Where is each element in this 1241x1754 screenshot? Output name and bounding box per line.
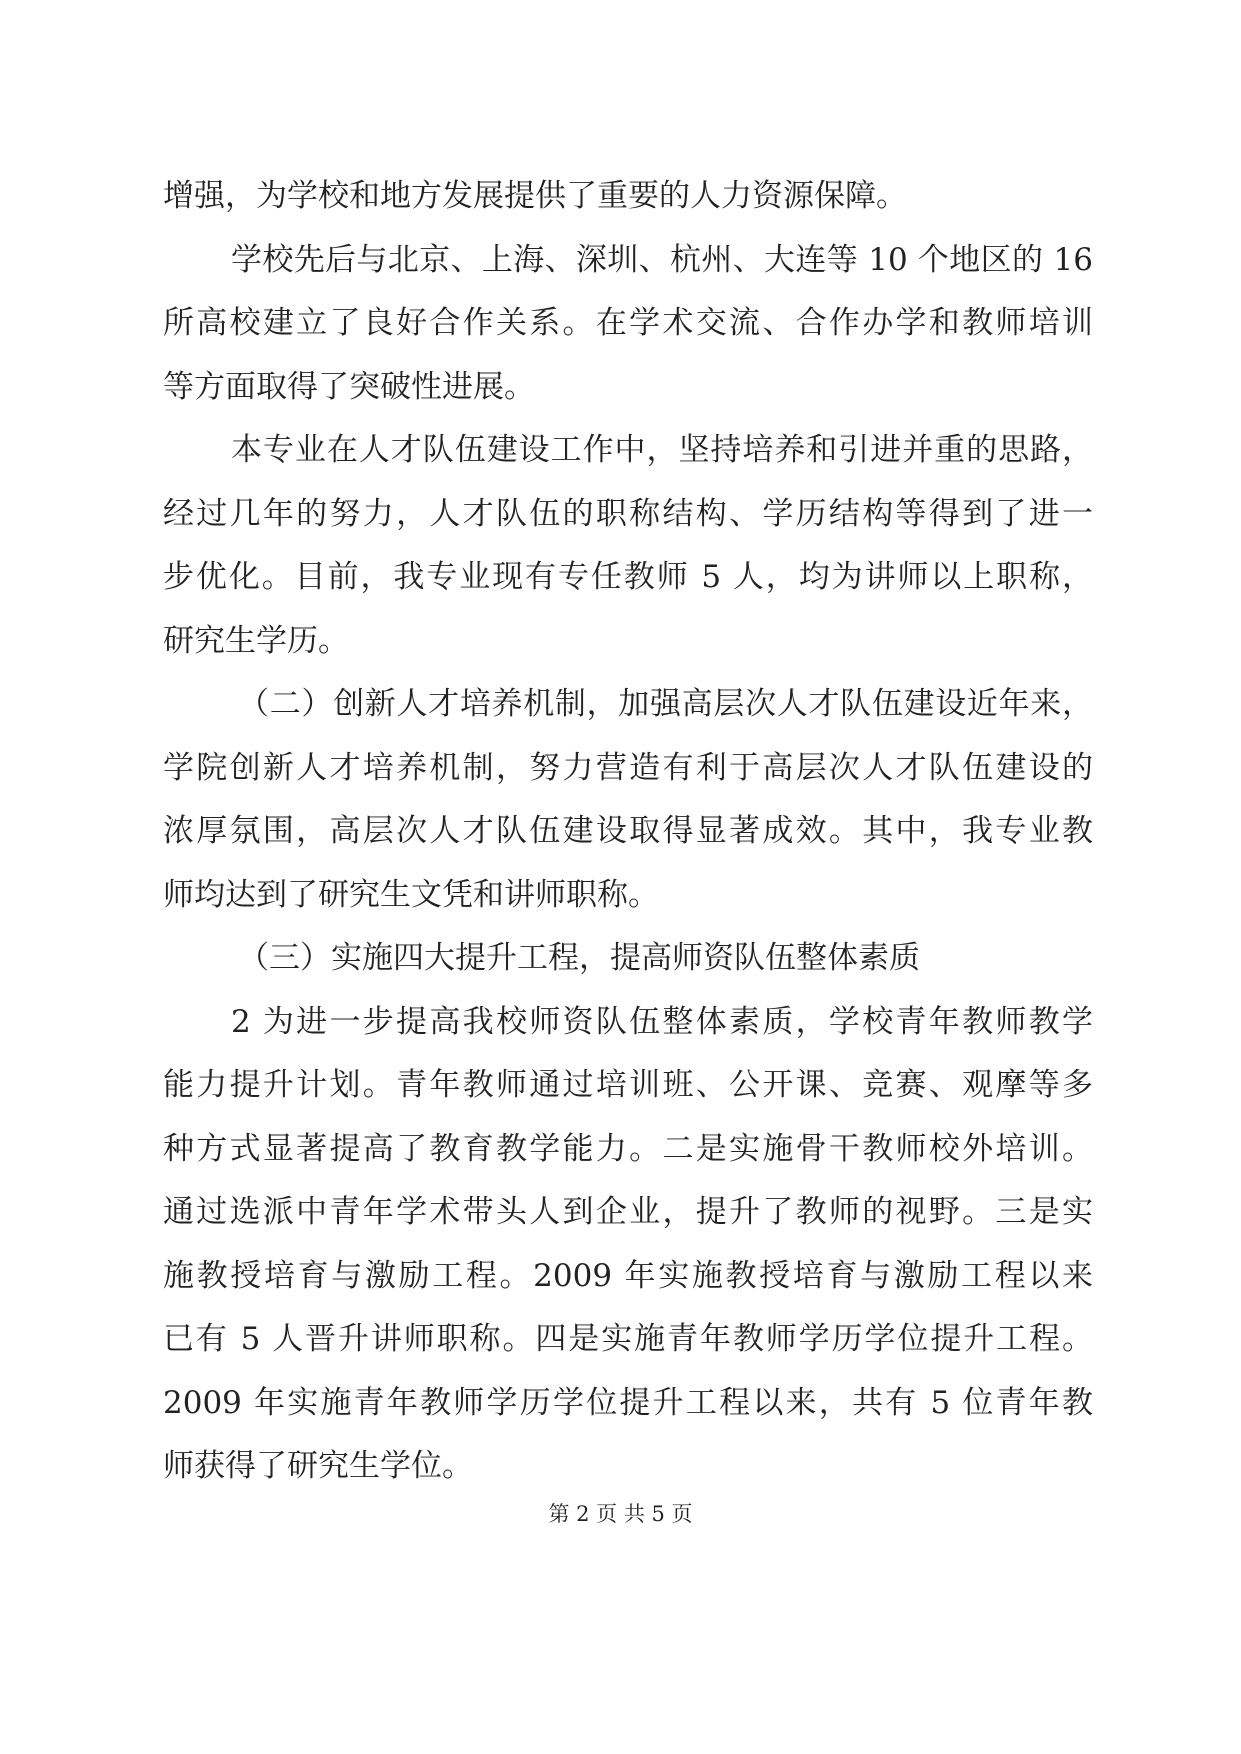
text-line: 所高校建立了良好合作关系。在学术交流、合作办学和教师培训 [163,305,1093,341]
text-line: 浓厚氛围，高层次人才队伍建设取得显著成效。其中，我专业教 [163,813,1093,849]
text-line: 学校先后与北京、上海、深圳、杭州、大连等 10 个地区的 16 [231,242,1093,278]
text-line: （二）创新人才培养机制，加强高层次人才队伍建设近年来， [238,686,1093,722]
text-line: 通过选派中青年学术带头人到企业，提升了教师的视野。三是实 [163,1194,1093,1230]
text-line: 施教授培育与激励工程。2009 年实施教授培育与激励工程以来 [163,1258,1093,1294]
text-line: 学院创新人才培养机制，努力营造有利于高层次人才队伍建设的 [163,750,1093,786]
text-line: 2 为进一步提高我校师资队伍整体素质，学校青年教师教学 [231,1004,1093,1040]
text-line: 本专业在人才队伍建设工作中，坚持培养和引进并重的思路， [231,432,1093,468]
text-line: 研究生学历。 [163,623,349,659]
text-line: 增强，为学校和地方发展提供了重要的人力资源保障。 [163,178,907,214]
text-line: 能力提升计划。青年教师通过培训班、公开课、竞赛、观摩等多 [163,1067,1093,1103]
text-line: 经过几年的努力，人才队伍的职称结构、学历结构等得到了进一 [163,496,1093,532]
text-line: 2009 年实施青年教师学历学位提升工程以来，共有 5 位青年教 [163,1385,1093,1421]
page-number-footer: 第 2 页 共 5 页 [548,1502,693,1526]
text-line: 已有 5 人晋升讲师职称。四是实施青年教师学历学位提升工程。 [163,1321,1093,1357]
text-line: 等方面取得了突破性进展。 [163,369,535,405]
text-line: 步优化。目前，我专业现有专任教师 5 人，均为讲师以上职称， [163,559,1093,595]
text-line: 师获得了研究生学位。 [163,1448,473,1484]
section-heading: （三）实施四大提升工程，提高师资队伍整体素质 [238,940,920,976]
text-line: 种方式显著提高了教育教学能力。二是实施骨干教师校外培训。 [163,1131,1093,1167]
text-line: 师均达到了研究生文凭和讲师职称。 [163,877,659,913]
